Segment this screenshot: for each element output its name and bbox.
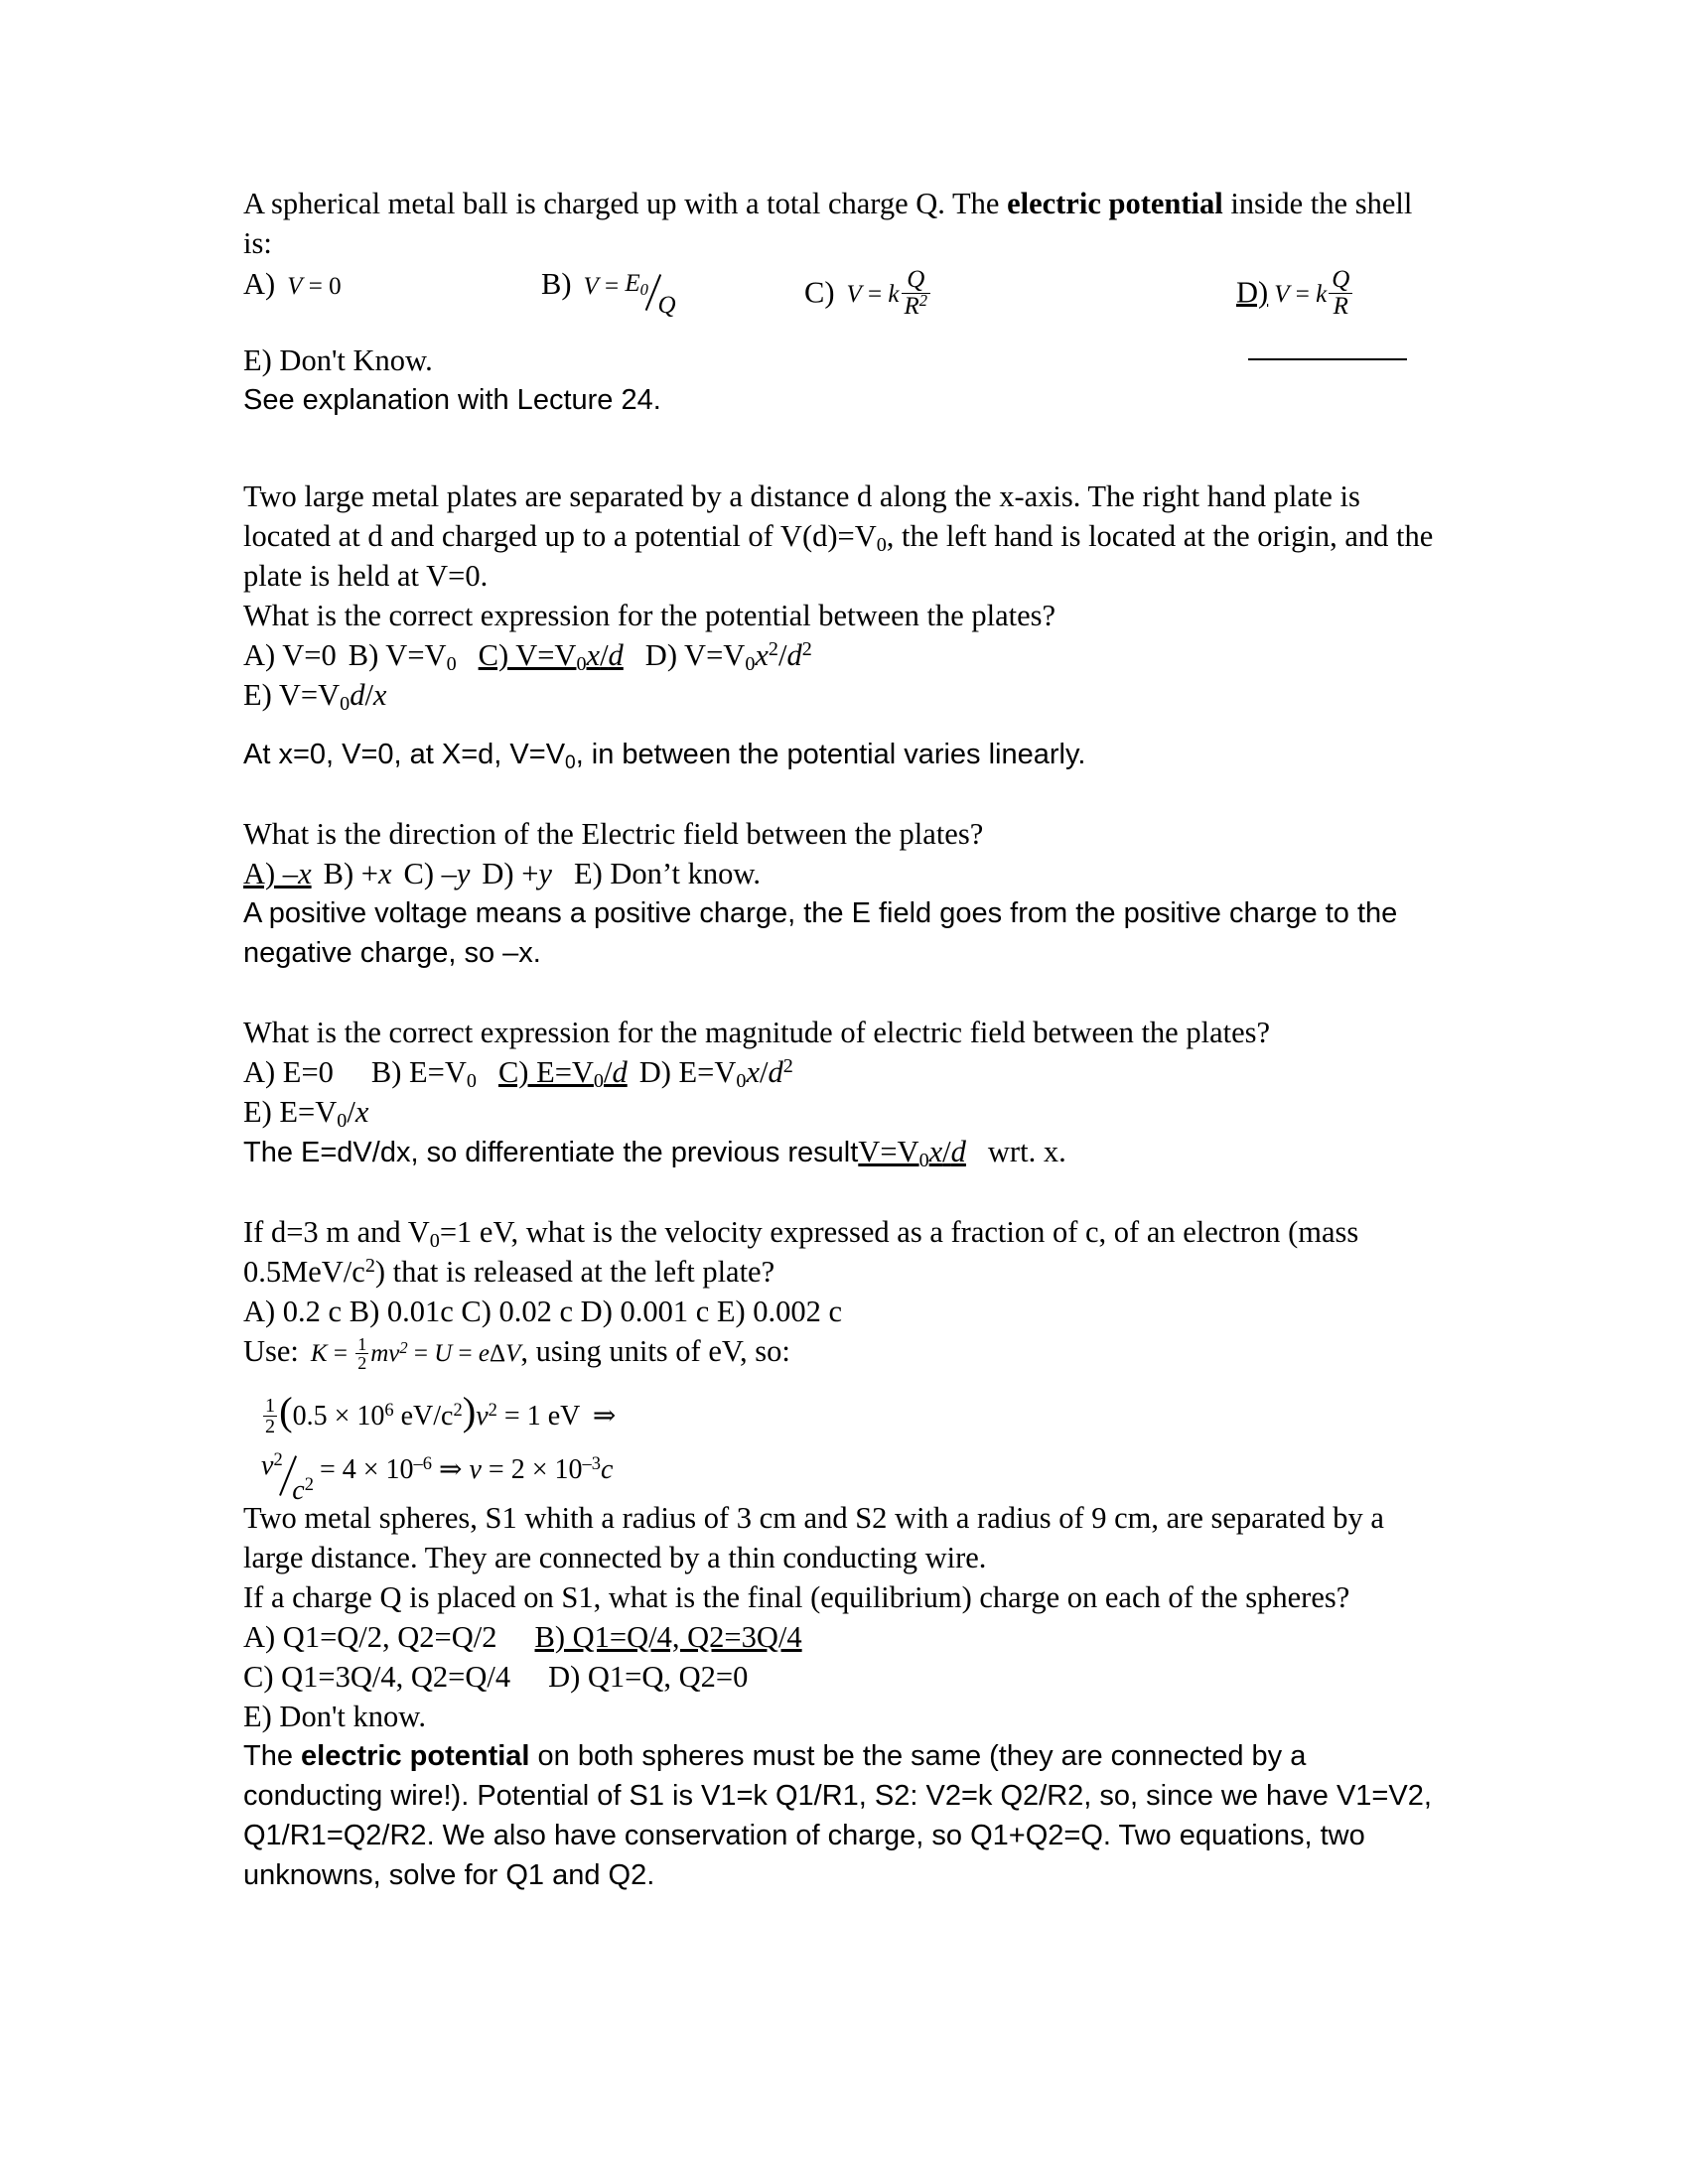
q1-prompt-bold: electric potential — [1007, 187, 1223, 220]
q4-explanation-underlined: $V=V_0x/d$ — [858, 1135, 966, 1172]
q5-use-prefix: Use: — [243, 1334, 299, 1368]
q2-explanation: At x=0, V=0, at X=d, $V=V_0$, in between the potential varies linearly. — [243, 739, 1086, 773]
q6-explanation-before: The — [243, 1739, 302, 1772]
q1-option-c — [804, 267, 932, 321]
q3-options: A) –x B) +x C) –y D) +y E) Don’t know. — [243, 857, 762, 890]
q6-option-e: E) Don't know. — [243, 1699, 426, 1733]
q1-option-a-label: A) — [243, 267, 276, 301]
q1-option-a — [243, 267, 342, 302]
q1-option-a-math: V = 0 — [287, 273, 342, 300]
q5-use-suffix: , using units of eV, so: — [520, 1334, 790, 1368]
q2-options: A) V=0 B) $V=V_0$ C) $V=V_0x/d$ D) $V=V_0x^2/d^2$ — [243, 637, 812, 676]
q5-paragraph: If d=3 m and $V_0=1$ eV, what is the velocity expressed as a fraction of c, of an electron (mass $0.5MeV/c^2$) that is released at the left plate? — [243, 1215, 1359, 1289]
q6-option-a: A) Q1=Q/2, Q2=Q/2 — [243, 1619, 497, 1654]
q6-paragraph: Two metal spheres, S1 whith a radius of 3 cm and S2 with a radius of 9 cm, are separated by a large distance. They are connected by a thin conducting wire. — [243, 1500, 1384, 1574]
q4-explanation-after: wrt. x. — [987, 1135, 1066, 1168]
q2-paragraph: Two large metal plates are separated by a distance d along the x-axis. The right hand plate is located at d and charged up to a potential of $V(d)=V_0$, the left hand is located at the origin, and the plate is held at V=0. — [243, 479, 1434, 593]
q1-prompt — [243, 184, 1445, 263]
q5-equation-1: $\frac{1}{2}$ ($0.5 \times 10^6$ $eV/c^2)v^2 = 1$ eV ⇒ — [265, 1389, 617, 1438]
q6-options-row1 — [243, 1617, 1445, 1657]
q1-option-d-label: D) — [1236, 275, 1269, 310]
q1-prompt-text-before: A spherical metal ball is charged up with a total charge Q. The — [243, 187, 1008, 220]
q1-option-e: E) Don't Know. — [243, 343, 433, 377]
q6-explanation — [243, 1736, 1445, 1895]
q5-equation-2: $v^2c^2 = 4 \times 10^{-6}$ ⇒ $v = 2 \times 10^{-3}c$ — [261, 1449, 614, 1506]
q1-option-c-label: C) — [804, 275, 835, 310]
q4-explanation — [243, 1132, 1445, 1172]
q4-options: A) E=0 B) $E=V_0$ C) $E=V_0/d$ D) $E=V_0x/d^2$ — [243, 1054, 793, 1093]
q1-explanation: See explanation with Lecture 24. — [243, 384, 661, 416]
q4-options-line2: E) $E=V_0/x$ — [243, 1095, 369, 1133]
q4-question: What is the correct expression for the magnitude of electric field between the plates? — [243, 1016, 1271, 1049]
q1-option-b-math: $V = E_0Q$ — [583, 270, 676, 319]
q1-options-row — [243, 263, 1445, 341]
q6-option-b: B) Q1=Q/4, Q2=3Q/4 — [534, 1619, 802, 1654]
q4-explanation-before: The E=dV/dx, so differentiate the previous result — [243, 1137, 859, 1168]
q3-explanation: A positive voltage means a positive charge, the E field goes from the positive charge to the negative charge, so –x. — [243, 897, 1398, 969]
q1-option-b — [541, 267, 676, 319]
q1-option-d-math: V = k $\frac{Q}{R}$ — [1274, 281, 1354, 308]
q6-option-d: D) Q1=Q, Q2=0 — [548, 1659, 749, 1694]
q5-options: A) 0.2 c B) 0.01c C) 0.02 c D) 0.001 c E) 0.002 c — [243, 1295, 843, 1328]
q6-explanation-bold: electric potential — [301, 1739, 530, 1772]
q6-explanation-after: on both spheres must be the same (they are connected by a conducting wire!). Potential of S1 is V1=k Q1/R1, S2: V2=k Q2/R2, so, since we have V1=V2, Q1/R1=Q2/R2. We also have conservation of charge, so Q1+Q2=Q. Two equations, two unknowns, solve for Q1 and Q2. — [243, 1739, 1432, 1891]
q2-options-line2: E) $V=V_0d/x$ — [243, 678, 387, 716]
q1-option-b-label: B) — [541, 267, 572, 301]
q6-question: If a charge Q is placed on S1, what is the final (equilibrium) charge on each of the spheres? — [243, 1579, 1350, 1614]
q1-option-d-underline — [1248, 358, 1407, 360]
q3-question: What is the direction of the Electric field between the plates? — [243, 817, 984, 851]
q2-question: What is the correct expression for the potential between the plates? — [243, 599, 1056, 632]
q6-option-c: C) Q1=3Q/4, Q2=Q/4 — [243, 1659, 511, 1694]
q1-option-d — [1236, 267, 1354, 321]
q1-option-c-math: V = k $\frac{Q}{R^2}$ — [847, 281, 933, 308]
q6-options-row2 — [243, 1657, 1445, 1697]
q1-prompt-text-after: inside the shell is: — [243, 187, 1413, 260]
q5-use-line — [243, 1331, 1445, 1374]
q5-use-math: K = $\frac{1}{2}$ $mv^2 = U = e\Delta V$ — [310, 1333, 521, 1373]
